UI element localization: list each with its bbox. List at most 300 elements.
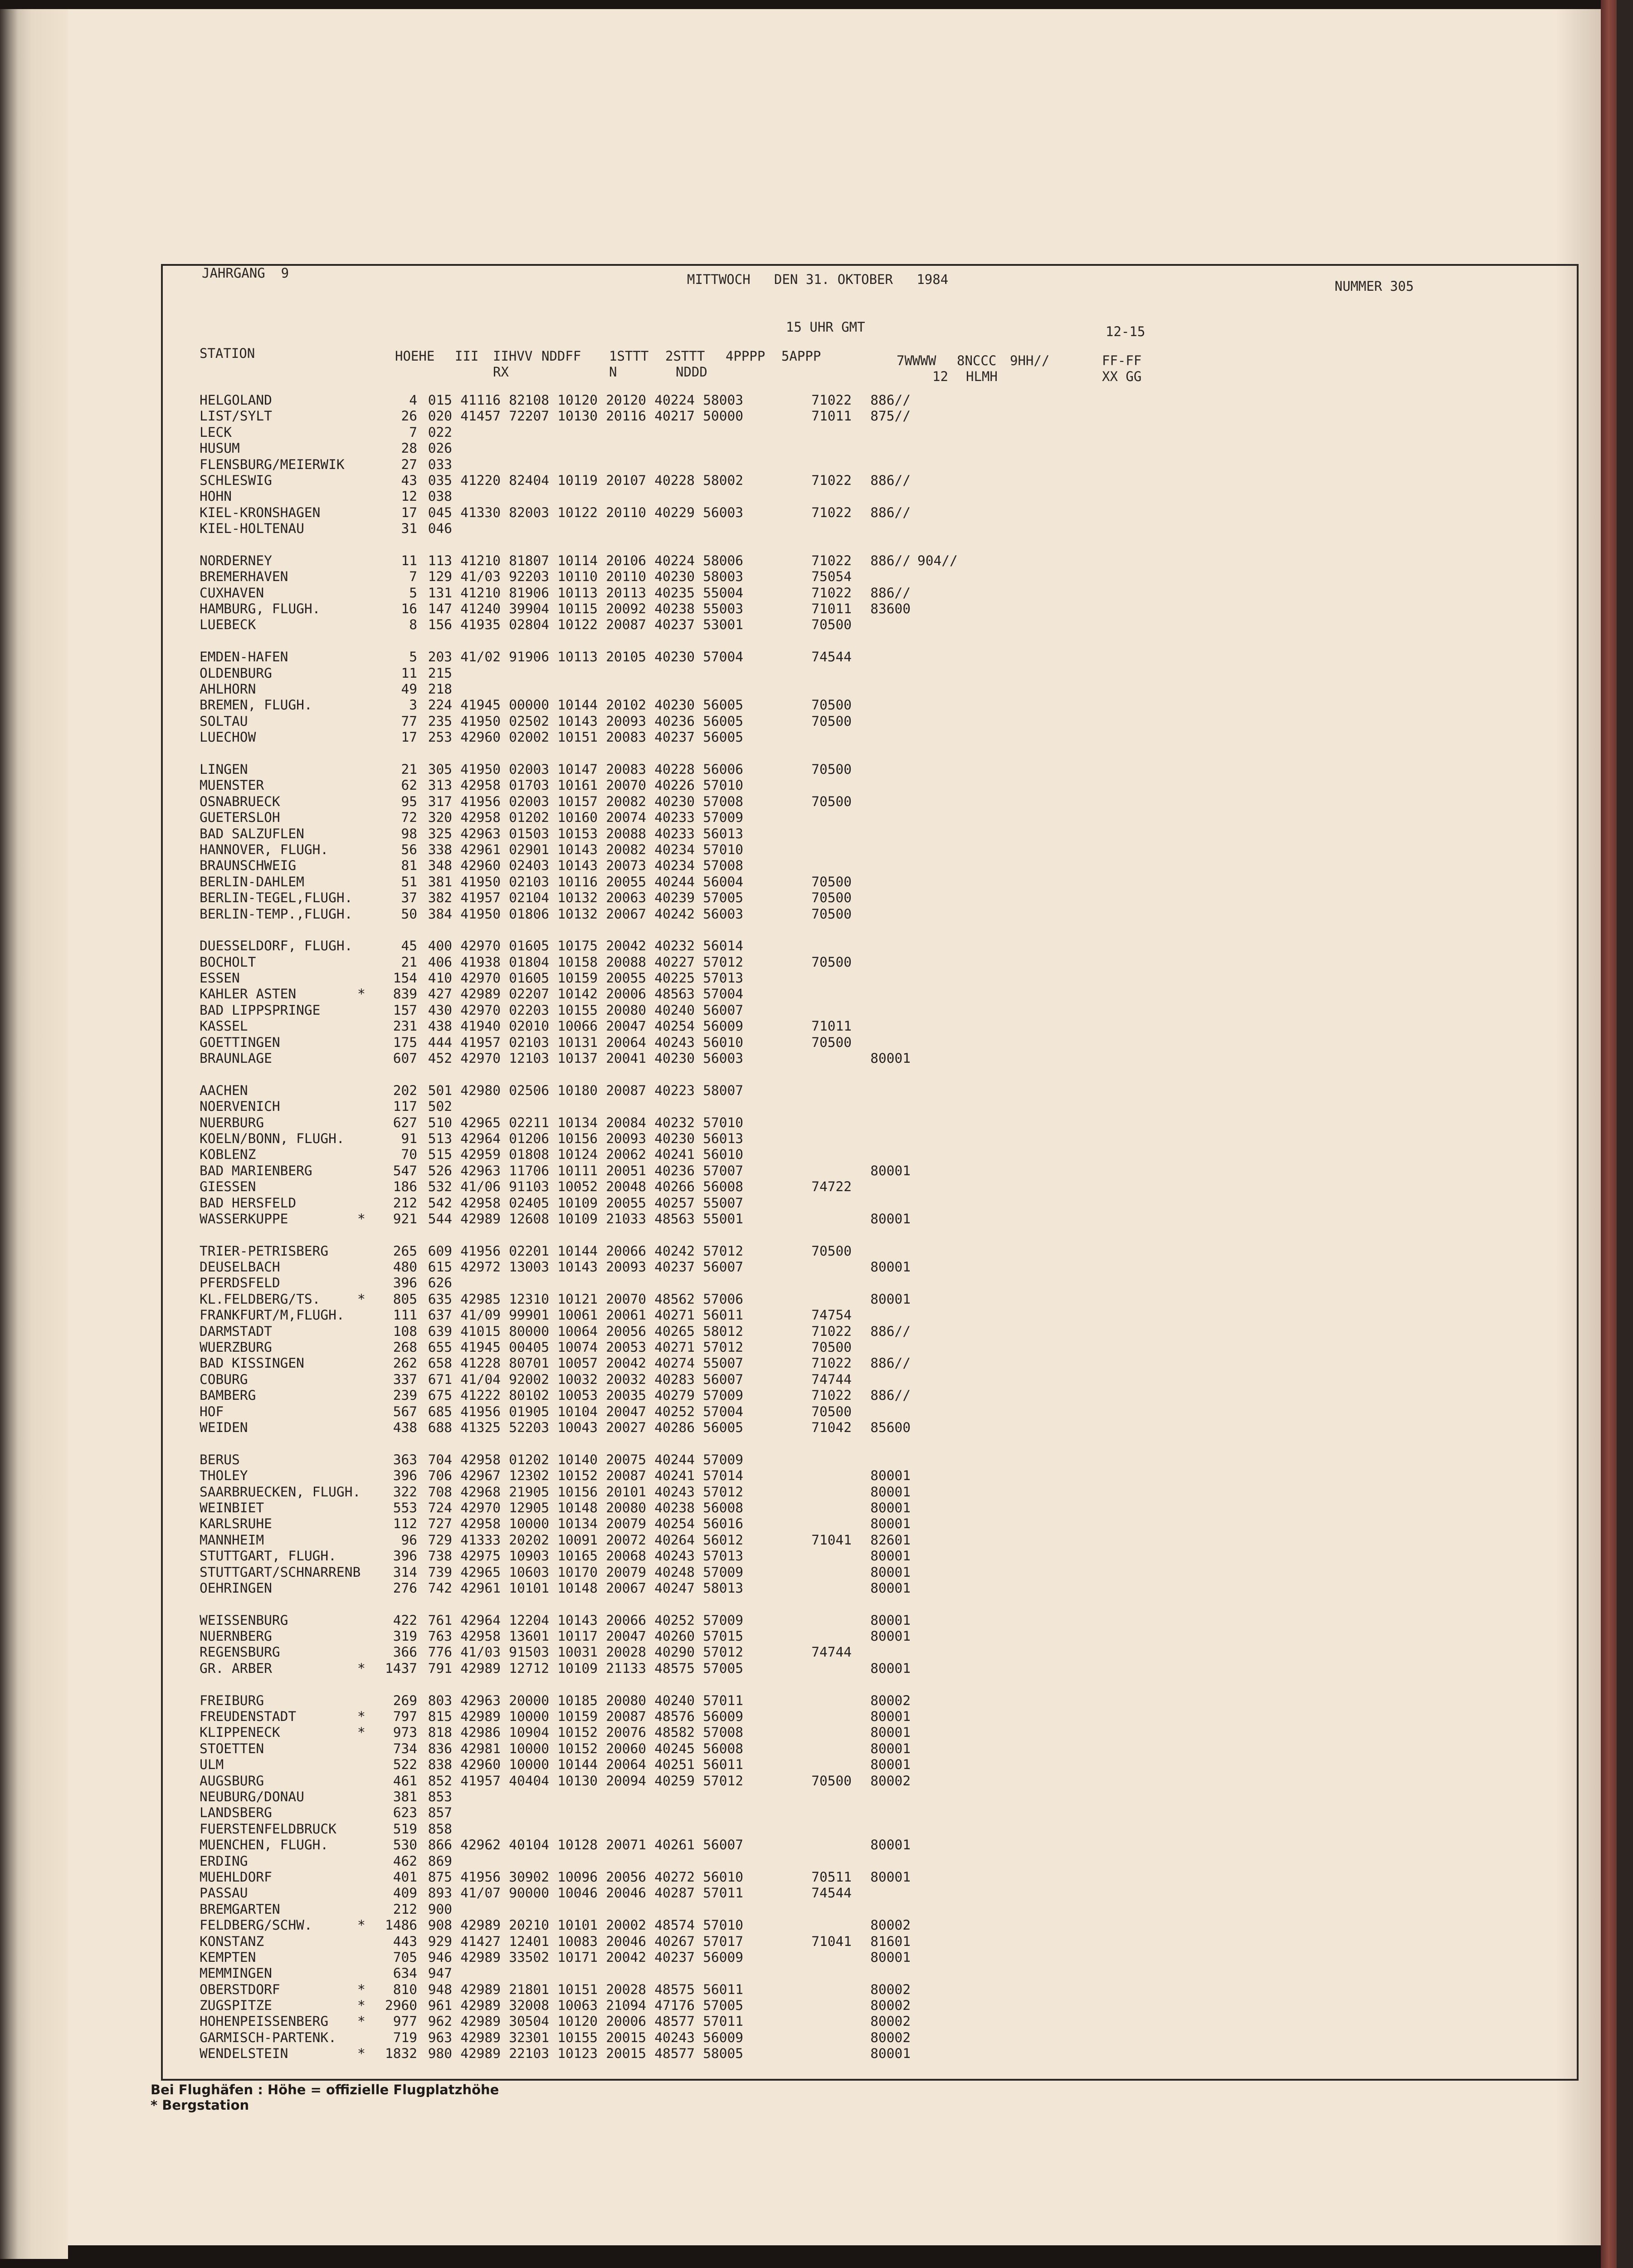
nddff-value: 12712 (509, 1660, 549, 1676)
iii-value: 948 (428, 1981, 452, 1997)
table-row (200, 1420, 956, 1436)
iihvv-value: 42967 (460, 1468, 501, 1484)
station-name: GARMISCH-PARTENK. (200, 2029, 336, 2045)
2sttt-value: 20087 (606, 1468, 646, 1484)
2sttt-value: 20087 (606, 1082, 646, 1098)
issue-number: NUMMER 305 (1335, 279, 1414, 294)
column-header-nddff: NDDFF (541, 348, 581, 364)
1sttt-value: 10155 (557, 1002, 598, 1018)
iihvv-value: 42989 (460, 1998, 501, 2014)
1sttt-value: 10109 (557, 1195, 598, 1211)
iihvv-value: 42989 (460, 1917, 501, 1933)
hoehe-value: 805 (393, 1291, 417, 1307)
hoehe-value: 401 (393, 1869, 417, 1885)
station-name: BAD HERSFELD (200, 1195, 297, 1211)
1sttt-value: 10134 (557, 1516, 598, 1532)
binder-spine (1601, 0, 1617, 2268)
8nccc-value: 80001 (870, 1516, 911, 1532)
8nccc-value: 886// (870, 392, 911, 408)
station-name: LINGEN (200, 761, 248, 777)
2sttt-value: 20094 (606, 1773, 646, 1789)
8nccc-value: 81601 (870, 1933, 911, 1949)
iii-value: 532 (428, 1179, 452, 1195)
1sttt-value: 10159 (557, 1709, 598, 1725)
iihvv-value: 41957 (460, 1773, 501, 1789)
hoehe-value: 634 (393, 1965, 417, 1981)
2sttt-value: 20027 (606, 1420, 646, 1435)
5appp-value: 57012 (703, 1484, 743, 1500)
station-name: FREUDENSTADT (200, 1709, 297, 1725)
7wwww-value: 70500 (811, 617, 852, 633)
table-row (200, 489, 956, 504)
4pppp-value: 40243 (654, 1034, 695, 1050)
iii-value: 129 (428, 569, 452, 585)
nddff-value: 80102 (509, 1388, 549, 1403)
iihvv-value: 41/02 (460, 649, 501, 665)
iihvv-value: 41956 (460, 793, 501, 809)
nddff-value: 21801 (509, 1981, 549, 1997)
iihvv-value: 42963 (460, 1692, 501, 1708)
hoehe-value: 212 (393, 1901, 417, 1917)
5appp-value: 55007 (703, 1195, 743, 1211)
station-name: KAHLER ASTEN (200, 986, 297, 1002)
iihvv-value: 41116 (460, 392, 501, 408)
station-name: TRIER-PETRISBERG (200, 1243, 329, 1259)
iii-value: 400 (428, 938, 452, 954)
4pppp-value: 40254 (654, 1018, 695, 1034)
station-name: WUERZBURG (200, 1339, 272, 1355)
table-row (200, 1869, 956, 1885)
station-name: FLENSBURG/MEIERWIK (200, 456, 345, 472)
2sttt-value: 20002 (606, 1917, 646, 1933)
1sttt-value: 10119 (557, 472, 598, 488)
table-row (200, 986, 956, 1002)
table-row (200, 1388, 956, 1403)
8nccc-value: 886// (870, 1388, 911, 1403)
hoehe-value: 322 (393, 1484, 417, 1500)
1sttt-value: 10101 (557, 1917, 598, 1933)
hoehe-value: 530 (393, 1837, 417, 1853)
nddff-value: 10000 (509, 1709, 549, 1725)
hoehe-value: 705 (393, 1949, 417, 1965)
iihvv-value: 42970 (460, 1500, 501, 1515)
5appp-value: 58013 (703, 1580, 743, 1596)
5appp-value: 58003 (703, 392, 743, 408)
table-row (200, 1885, 956, 1901)
iihvv-value: 42970 (460, 1051, 501, 1066)
hoehe-value: 553 (393, 1500, 417, 1515)
1sttt-value: 10160 (557, 810, 598, 826)
2sttt-value: 20116 (606, 408, 646, 424)
iii-value: 430 (428, 1002, 452, 1018)
iii-value: 908 (428, 1917, 452, 1933)
4pppp-value: 40236 (654, 1163, 695, 1178)
iihvv-value: 41957 (460, 1034, 501, 1050)
4pppp-value: 40244 (654, 874, 695, 890)
4pppp-value: 40240 (654, 1002, 695, 1018)
1sttt-value: 10151 (557, 729, 598, 745)
4pppp-value: 40226 (654, 777, 695, 793)
5appp-value: 57004 (703, 1403, 743, 1419)
nddff-value: 01202 (509, 1452, 549, 1467)
4pppp-value: 40233 (654, 826, 695, 841)
2sttt-value: 20074 (606, 810, 646, 826)
1sttt-value: 10132 (557, 906, 598, 922)
5appp-value: 57010 (703, 1114, 743, 1130)
nddff-value: 12905 (509, 1500, 549, 1515)
iihvv-value: 42989 (460, 2014, 501, 2029)
iii-value: 544 (428, 1211, 452, 1227)
iii-value: 325 (428, 826, 452, 841)
station-name: WASSERKUPPE (200, 1211, 288, 1227)
station-name: REGENSBURG (200, 1644, 280, 1660)
5appp-value: 57010 (703, 841, 743, 857)
iihvv-value: 42981 (460, 1740, 501, 1756)
2sttt-value: 20028 (606, 1644, 646, 1660)
2sttt-value: 20035 (606, 1388, 646, 1403)
iii-value: 510 (428, 1114, 452, 1130)
period-label: 12-15 (1106, 324, 1146, 339)
4pppp-value: 40243 (654, 1484, 695, 1500)
hoehe-value: 239 (393, 1388, 417, 1403)
2sttt-value: 20075 (606, 1452, 646, 1467)
table-row (200, 1211, 956, 1227)
hoehe-value: 422 (393, 1612, 417, 1628)
hoehe-value: 21 (401, 954, 417, 970)
nddff-value: 01804 (509, 954, 549, 970)
mountain-mark: * (357, 1709, 366, 1725)
2sttt-value: 20047 (606, 1403, 646, 1419)
hoehe-value: 3 (409, 697, 417, 713)
hoehe-value: 1486 (385, 1917, 417, 1933)
8nccc-value: 80001 (870, 1612, 911, 1628)
station-name: ERDING (200, 1853, 248, 1869)
nddff-value: 80701 (509, 1355, 549, 1371)
2sttt-value: 20105 (606, 649, 646, 665)
iihvv-value: 41957 (460, 890, 501, 906)
iihvv-value: 41330 (460, 504, 501, 520)
2sttt-value: 20101 (606, 1484, 646, 1500)
table-row (200, 617, 956, 633)
group-spacer (200, 922, 956, 938)
1sttt-value: 10131 (557, 1034, 598, 1050)
hoehe-value: 81 (401, 858, 417, 874)
7wwww-value: 71022 (811, 1323, 852, 1339)
iii-value: 501 (428, 1082, 452, 1098)
station-name: ZUGSPITZE (200, 1998, 272, 2014)
station-name: LUECHOW (200, 729, 256, 745)
5appp-value: 57015 (703, 1628, 743, 1644)
iihvv-value: 41950 (460, 874, 501, 890)
hoehe-value: 1832 (385, 2046, 417, 2062)
1sttt-value: 10170 (557, 1564, 598, 1580)
iihvv-value: 41/03 (460, 569, 501, 585)
iii-value: 704 (428, 1452, 452, 1467)
7wwww-value: 70511 (811, 1869, 852, 1885)
8nccc-value: 80001 (870, 1837, 911, 1853)
5appp-value: 57012 (703, 954, 743, 970)
hoehe-value: 480 (393, 1259, 417, 1275)
table-row (200, 2014, 956, 2029)
7wwww-value: 70500 (811, 906, 852, 922)
nddff-value: 01605 (509, 970, 549, 986)
table-row (200, 1500, 956, 1516)
8nccc-value: 80001 (870, 1709, 911, 1725)
station-name: OEHRINGEN (200, 1580, 272, 1596)
table-row (200, 1115, 956, 1131)
7wwww-value: 71022 (811, 552, 852, 568)
7wwww-value: 70500 (811, 954, 852, 970)
iihvv-value: 42958 (460, 1516, 501, 1532)
4pppp-value: 40232 (654, 938, 695, 954)
table-row (200, 826, 956, 842)
5appp-value: 58003 (703, 569, 743, 585)
column-header-iii: III (455, 348, 479, 364)
iihvv-value: 42965 (460, 1564, 501, 1580)
station-name: BERLIN-DAHLEM (200, 874, 304, 890)
2sttt-value: 20083 (606, 761, 646, 777)
1sttt-value: 10148 (557, 1580, 598, 1596)
iii-value: 946 (428, 1949, 452, 1965)
hoehe-value: 28 (401, 440, 417, 456)
mountain-mark: * (357, 2014, 366, 2029)
nddff-value: 81906 (509, 585, 549, 601)
station-name: FUERSTENFELDBRUCK (200, 1821, 336, 1837)
2sttt-value: 20067 (606, 1580, 646, 1596)
2sttt-value: 20070 (606, 777, 646, 793)
hoehe-value: 175 (393, 1034, 417, 1050)
nddff-value: 10603 (509, 1564, 549, 1580)
hoehe-value: 70 (401, 1147, 417, 1163)
hoehe-value: 567 (393, 1403, 417, 1419)
station-name: FRANKFURT/M,FLUGH. (200, 1307, 345, 1323)
nddff-value: 92203 (509, 569, 549, 585)
4pppp-value: 40237 (654, 1949, 695, 1965)
station-name: WEIDEN (200, 1420, 248, 1435)
1sttt-value: 10116 (557, 874, 598, 890)
iii-value: 763 (428, 1628, 452, 1644)
nddff-value: 32301 (509, 2029, 549, 2045)
table-row (200, 601, 956, 617)
1sttt-value: 10156 (557, 1130, 598, 1146)
table-row (200, 1789, 956, 1805)
table-row (200, 1693, 956, 1709)
station-name: HANNOVER, FLUGH. (200, 841, 329, 857)
station-name: NUERBURG (200, 1114, 264, 1130)
hoehe-value: 117 (393, 1099, 417, 1114)
table-row (200, 1179, 956, 1195)
book-page-edges (0, 9, 68, 2259)
5appp-value: 55003 (703, 601, 743, 617)
iihvv-value: 42958 (460, 1452, 501, 1467)
nddff-value: 91503 (509, 1644, 549, 1660)
date-label: MITTWOCH DEN 31. OKTOBER 1984 (687, 272, 949, 287)
4pppp-value: 40230 (654, 649, 695, 665)
5appp-value: 57009 (703, 810, 743, 826)
7wwww-value: 71022 (811, 585, 852, 601)
column-subheader-nddd: NDDD (676, 364, 707, 380)
2sttt-value: 21133 (606, 1660, 646, 1676)
4pppp-value: 48574 (654, 1917, 695, 1933)
5appp-value: 57005 (703, 890, 743, 906)
5appp-value: 56010 (703, 1869, 743, 1885)
5appp-value: 55007 (703, 1355, 743, 1371)
table-row (200, 2030, 956, 2046)
2sttt-value: 20088 (606, 954, 646, 970)
5appp-value: 58005 (703, 2046, 743, 2062)
8nccc-value: 80001 (870, 1564, 911, 1580)
4pppp-value: 40217 (654, 408, 695, 424)
station-name: KOELN/BONN, FLUGH. (200, 1130, 345, 1146)
hoehe-value: 547 (393, 1163, 417, 1178)
2sttt-value: 20064 (606, 1757, 646, 1773)
table-row (200, 1484, 956, 1500)
iihvv-value: 41950 (460, 761, 501, 777)
8nccc-value: 886// (870, 504, 911, 520)
5appp-value: 57013 (703, 1548, 743, 1564)
4pppp-value: 40272 (654, 1869, 695, 1885)
5appp-value: 57010 (703, 1917, 743, 1933)
table-row (200, 1195, 956, 1211)
iihvv-value: 41325 (460, 1420, 501, 1435)
iihvv-value: 42963 (460, 826, 501, 841)
hoehe-value: 409 (393, 1885, 417, 1901)
2sttt-value: 20070 (606, 1291, 646, 1307)
4pppp-value: 40237 (654, 617, 695, 633)
nddff-value: 20210 (509, 1917, 549, 1933)
1sttt-value: 10155 (557, 2029, 598, 2045)
hoehe-value: 366 (393, 1644, 417, 1660)
hoehe-value: 973 (393, 1725, 417, 1740)
5appp-value: 56003 (703, 906, 743, 922)
iihvv-value: 41015 (460, 1323, 501, 1339)
hoehe-value: 8 (409, 617, 417, 633)
hoehe-value: 396 (393, 1548, 417, 1564)
8nccc-value: 80001 (870, 1211, 911, 1227)
8nccc-value: 886// (870, 552, 911, 568)
1sttt-value: 10083 (557, 1933, 598, 1949)
iihvv-value: 41950 (460, 713, 501, 729)
1sttt-value: 10175 (557, 938, 598, 954)
table-row (200, 1661, 956, 1677)
2sttt-value: 20055 (606, 1195, 646, 1211)
4pppp-value: 40287 (654, 1885, 695, 1901)
5appp-value: 53001 (703, 617, 743, 633)
iii-value: 320 (428, 810, 452, 826)
5appp-value: 57012 (703, 1243, 743, 1259)
iii-value: 313 (428, 777, 452, 793)
1sttt-value: 10130 (557, 408, 598, 424)
hoehe-value: 7 (409, 424, 417, 440)
4pppp-value: 40283 (654, 1371, 695, 1387)
table-row (200, 762, 956, 777)
table-row (200, 505, 956, 521)
table-row (200, 1773, 956, 1789)
2sttt-value: 20046 (606, 1885, 646, 1901)
iii-value: 348 (428, 858, 452, 874)
nddff-value: 82003 (509, 504, 549, 520)
column-header-8nccc: 8NCCC (957, 353, 997, 368)
1sttt-value: 10132 (557, 890, 598, 906)
4pppp-value: 40228 (654, 472, 695, 488)
nddff-value: 01503 (509, 826, 549, 841)
station-name: NEUBURG/DONAU (200, 1789, 304, 1804)
1sttt-value: 10137 (557, 1051, 598, 1066)
nddff-value: 10000 (509, 1516, 549, 1532)
hoehe-value: 12 (401, 489, 417, 504)
1sttt-value: 10144 (557, 1757, 598, 1773)
station-table (200, 392, 956, 2062)
4pppp-value: 40274 (654, 1355, 695, 1371)
1sttt-value: 10161 (557, 777, 598, 793)
4pppp-value: 40271 (654, 1307, 695, 1323)
nddff-value: 52203 (509, 1420, 549, 1435)
iihvv-value: 42961 (460, 841, 501, 857)
1sttt-value: 10171 (557, 1949, 598, 1965)
7wwww-value: 71011 (811, 408, 852, 424)
iihvv-value: 42989 (460, 1709, 501, 1725)
table-row (200, 1982, 956, 1998)
nddff-value: 33502 (509, 1949, 549, 1965)
table-row (200, 842, 956, 858)
1sttt-value: 10113 (557, 649, 598, 665)
nddff-value: 02403 (509, 858, 549, 874)
5appp-value: 58007 (703, 1082, 743, 1098)
1sttt-value: 10091 (557, 1532, 598, 1548)
8nccc-value: 80001 (870, 1051, 911, 1066)
2sttt-value: 20079 (606, 1564, 646, 1580)
group-spacer (200, 1596, 956, 1612)
2sttt-value: 20110 (606, 569, 646, 585)
table-row (200, 1002, 956, 1018)
4pppp-value: 40235 (654, 585, 695, 601)
4pppp-value: 40251 (654, 1757, 695, 1773)
1sttt-value: 10109 (557, 1211, 598, 1227)
4pppp-value: 40223 (654, 1082, 695, 1098)
nddff-value: 00000 (509, 697, 549, 713)
5appp-value: 56005 (703, 697, 743, 713)
5appp-value: 57011 (703, 2014, 743, 2029)
5appp-value: 57009 (703, 1612, 743, 1628)
1sttt-value: 10111 (557, 1163, 598, 1178)
table-row (200, 585, 956, 601)
iii-value: 857 (428, 1805, 452, 1821)
iii-value: 218 (428, 681, 452, 697)
2sttt-value: 20060 (606, 1740, 646, 1756)
hoehe-value: 607 (393, 1051, 417, 1066)
background-shadow (1617, 0, 1633, 2268)
4pppp-value: 40265 (654, 1323, 695, 1339)
station-name: DUESSELDORF, FLUGH. (200, 938, 353, 954)
4pppp-value: 40237 (654, 729, 695, 745)
4pppp-value: 40238 (654, 1500, 695, 1515)
1sttt-value: 10128 (557, 1837, 598, 1853)
7wwww-value: 70500 (811, 874, 852, 890)
station-name: MANNHEIM (200, 1532, 264, 1548)
iii-value: 515 (428, 1147, 452, 1163)
2sttt-value: 20110 (606, 504, 646, 520)
4pppp-value: 48563 (654, 986, 695, 1002)
station-name: GOETTINGEN (200, 1034, 280, 1050)
5appp-value: 57012 (703, 1773, 743, 1789)
2sttt-value: 20041 (606, 1051, 646, 1066)
iihvv-value: 42960 (460, 729, 501, 745)
8nccc-value: 80002 (870, 2029, 911, 2045)
8nccc-value: 886// (870, 472, 911, 488)
iihvv-value: 42989 (460, 2046, 501, 2062)
station-name: KL.FELDBERG/TS. (200, 1291, 321, 1307)
2sttt-value: 20056 (606, 1869, 646, 1885)
